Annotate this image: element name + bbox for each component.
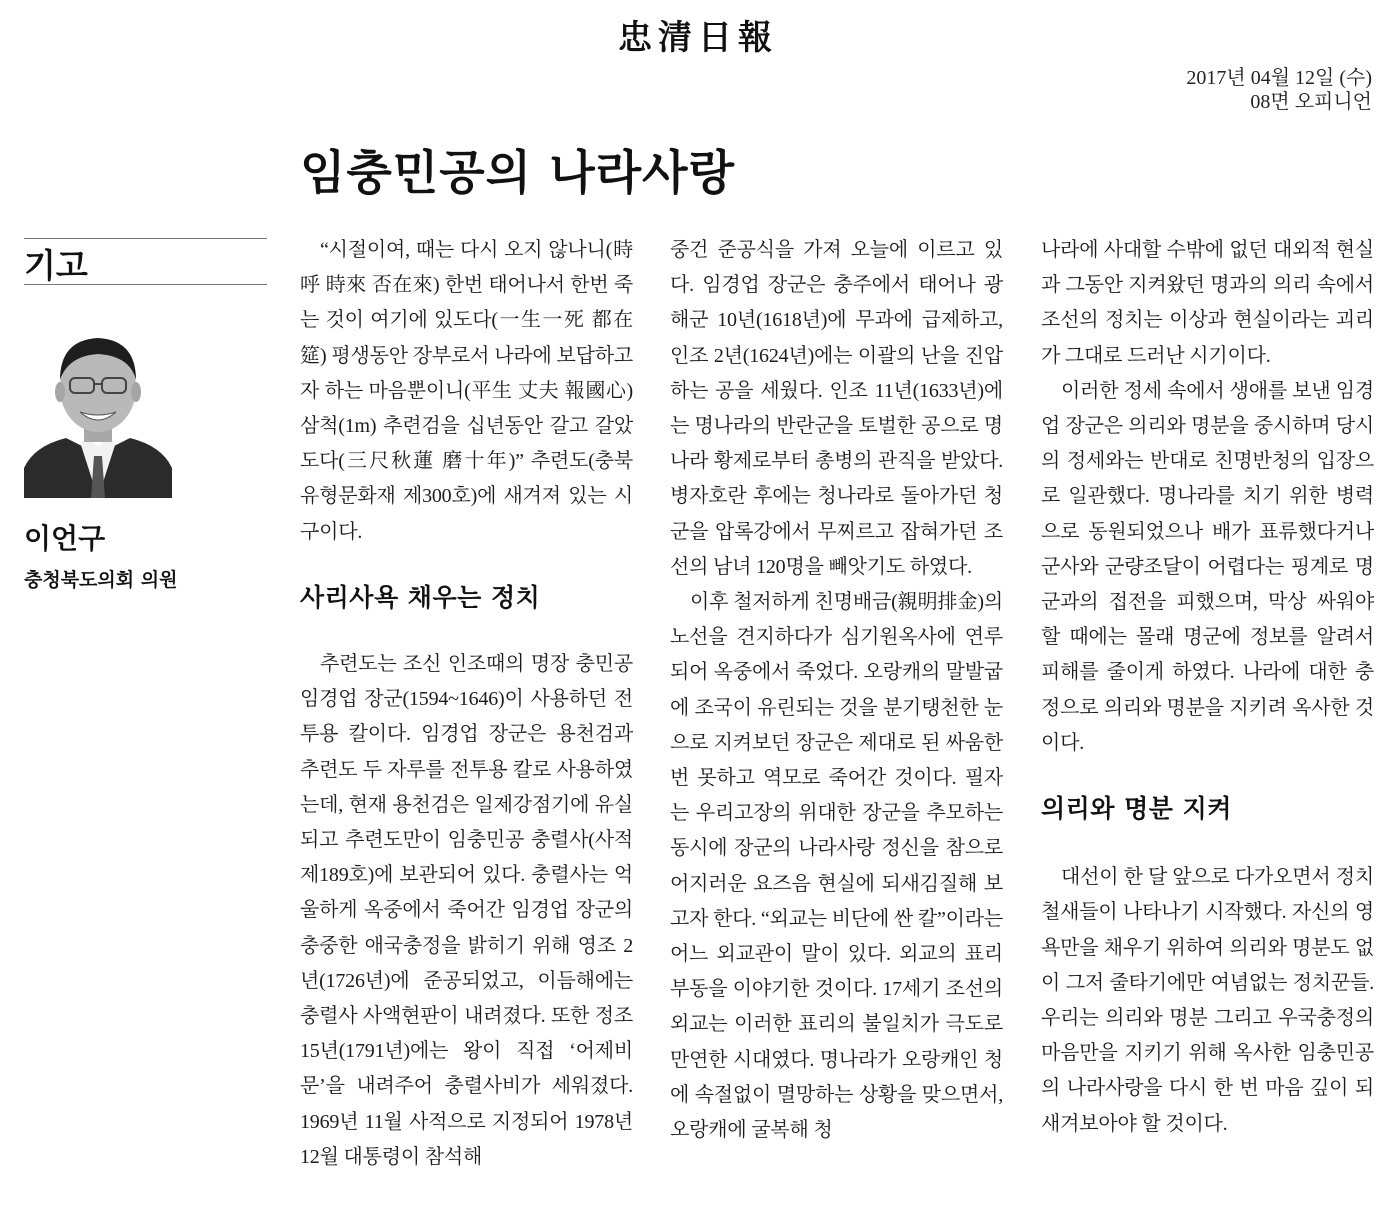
article-column-3 — [1041, 233, 1374, 1142]
article-column-2 — [670, 233, 1003, 1148]
article-column-1 — [300, 233, 633, 1175]
label-top-rule — [24, 238, 267, 239]
paragraph-history: 추련도는 조신 인조때의 명장 충민공 임경업 장군(1594~1646)이 사용하던 전투용 칼이다. 임경업 장군은 용천검과 추련도 두 자루를 전투용 칼로 사용하였는데, 현재 용천검은 일제강점기에 유실되고 추련도만이 임충민공 충렬사(사적 제189호)에 보관되어 있다. 충렬사는 억울하게 옥중에서 죽어간 임경업 장군의 충중한 애국충정을 밝히기 위해 영조 2년(1726년)에 준공되었고, 이듬해에는 충렬사 사액현판이 내려졌다. 또한 정조 15년(1791년)에는 왕이 직접 ‘어제비문’을 내려주어 충렬사비가 세워졌다. 1969년 11월 사적으로 지정되어 1978년 12월 대통령이 참석해 — [300, 653, 633, 1168]
column-label: 기고 — [24, 246, 88, 285]
page-section: 08면 오피니언 — [1250, 91, 1372, 113]
label-bottom-rule — [24, 284, 267, 285]
paragraph-biography: 중건 준공식을 가져 오늘에 이르고 있다. 임경업 장군은 충주에서 태어나 광해군 10년(1618년)에 무과에 급제하고, 인조 2년(1624년)에는 이괄의 난을 진압하는 공을 세웠다. 인조 11년(1633년)에는 명나라의 반란군을 토벌한 공으로 명나라 황제로부터 총병의 관직을 받았다. 병자호란 후에는 청나라로 돌아가던 청군을 압록강에서 무찌르고 잡혀가던 조선의 남녀 120명을 빼앗기도 하였다. — [670, 239, 1003, 578]
newspaper-masthead: 忠清日報 — [618, 18, 778, 58]
paragraph-poem: “시절이여, 때는 다시 오지 않나니(時呼 時來 否在來) 한번 태어나서 한번 죽는 것이 여기에 있도다(一生一死 都在筵) 평생동안 장부로서 나라에 보답하고자 하는 마음뿐이니(平生 丈夫 報國心) 삼척(1m) 추련검을 십년동안 갈고 갈았도다(三尺秋蓮 磨十年)” 추련도(충북 유형문화재 제300호)에 새겨져 있는 시구이다. — [300, 239, 633, 543]
author-portrait — [24, 318, 172, 498]
paragraph-context: 나라에 사대할 수밖에 없던 대외적 현실과 그동안 지켜왔던 명과의 의리 속에서 조선의 정치는 이상과 현실이라는 괴리가 그대로 드러난 시기이다. — [1041, 239, 1374, 367]
paragraph-loyalty: 이러한 정세 속에서 생애를 보낸 임경업 장군은 의리와 명분을 중시하며 당시의 정세와는 반대로 친명반청의 입장으로 일관했다. 명나라를 치기 위한 병력으로 동원되었으나 배가 표류했다거나 군사와 군량조달이 어렵다는 핑계로 명군과의 접전을 피했으며, 막상 싸워야 할 때에는 몰래 명군에 정보를 알려서 피해를 줄이게 하였다. 나라에 대한 충정으로 의리와 명분을 지키려 옥사한 것이다. — [1041, 379, 1374, 754]
author-name: 이언구 — [24, 522, 106, 555]
subheading-1: 사리사욕 채우는 정치 — [300, 582, 541, 612]
author-title: 충청북도의회 의원 — [24, 569, 178, 591]
subheading-2: 의리와 명분 지켜 — [1041, 794, 1232, 824]
publication-info — [1186, 66, 1372, 114]
article-headline: 임충민공의 나라사랑 — [300, 146, 735, 201]
publication-date: 2017년 04월 12일 (수) — [1186, 67, 1372, 89]
paragraph-diplomacy: 이후 철저하게 친명배금(親明排金)의 노선을 견지하다가 심기원옥사에 연루되어 옥중에서 죽었다. 오랑캐의 말발굽에 조국이 유린되는 것을 분기탱천한 눈으로 지켜보던 장군은 제대로 된 싸움한번 못하고 역모로 죽어간 것이다. 필자는 우리고장의 위대한 장군을 추모하는 동시에 장군의 나라사랑 정신을 참으로 어지러운 요즈음 현실에 되새김질해 보고자 한다. “외교는 비단에 싼 칼”이라는 어느 외교관이 말이 있다. 외교의 표리부동을 이야기한 것이다. 17세기 조선의 외교는 이러한 표리의 불일치가 극도로 만연한 시대였다. 명나라가 오랑캐인 청에 속절없이 멸망하는 상황을 맞으면서, 오랑캐에 굴복해 청 — [670, 591, 1003, 1142]
paragraph-conclusion: 대선이 한 달 앞으로 다가오면서 정치철새들이 나타나기 시작했다. 자신의 영욕만을 채우기 위하여 의리와 명분도 없이 그저 줄타기에만 여념없는 정치꾼들. 우리는 의리와 명분 그리고 우국충정의 마음만을 지키기 위해 옥사한 임충민공의 나라사랑을 다시 한 번 마음 깊이 되새겨보아야 할 것이다. — [1041, 866, 1374, 1135]
